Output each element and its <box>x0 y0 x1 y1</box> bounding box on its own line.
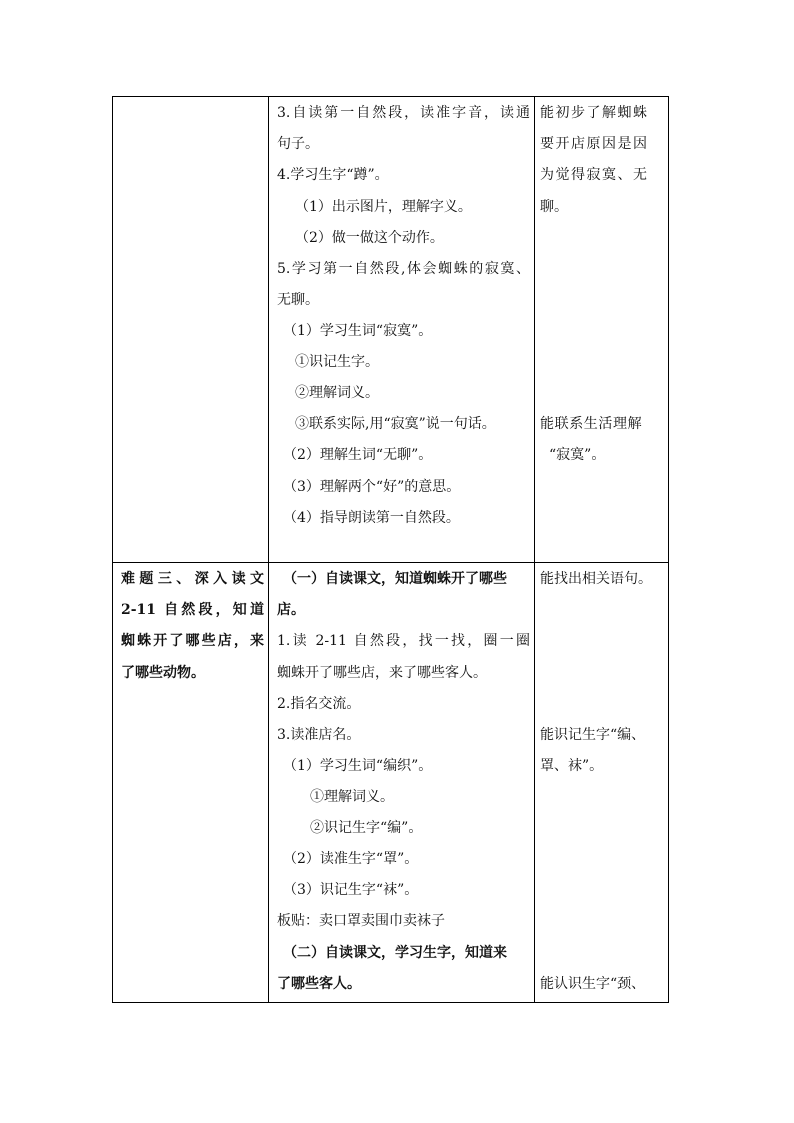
activity-line: ①识记生字。 <box>295 354 379 370</box>
goal-line: 难题三、深入读文 <box>121 571 264 587</box>
activity-line: ①理解词义。 <box>310 789 394 805</box>
activity-line: 5.学习第一自然段,体会蜘蛛的寂寞、 <box>277 261 530 277</box>
activity-line: （2）做一做这个动作。 <box>295 230 444 246</box>
goal-line: 了哪些动物。 <box>121 665 205 681</box>
activity-line: 4.学习生字“蹲”。 <box>277 167 389 183</box>
table-row <box>113 563 669 1003</box>
goal-cell <box>113 563 269 1003</box>
activity-line: （2）读准生字“罩”。 <box>283 851 419 867</box>
activity-line: （二）自读课文，学习生字，知道来 <box>283 945 507 961</box>
intent-line: 能初步了解蜘蛛 <box>540 105 649 121</box>
activity-line: 了哪些客人。 <box>277 976 361 992</box>
activity-line: 无聊。 <box>277 292 319 308</box>
activity-line: （1）出示图片，理解字义。 <box>295 199 472 215</box>
activity-line: （1）学习生词“寂寞”。 <box>283 323 433 339</box>
activity-line: ③联系实际,用“寂寞”说一句话。 <box>295 416 496 432</box>
activity-line: 板贴：卖口罩卖围巾卖袜子 <box>277 913 445 929</box>
activity-line: 3.读准店名。 <box>277 727 361 743</box>
activity-line: （3）理解两个“好”的意思。 <box>283 479 461 495</box>
activity-line: （1）学习生词“编织”。 <box>283 758 433 774</box>
activity-line: ②理解词义。 <box>295 385 379 401</box>
goal-line: 2-11 自然段，知道 <box>121 602 264 618</box>
activity-line: ②识记生字“编”。 <box>310 820 423 836</box>
activity-line: 1.读 2-11 自然段，找一找，圈一圈 <box>277 633 530 649</box>
table-row <box>113 97 669 563</box>
intent-line: “寂寞”。 <box>549 447 606 463</box>
intent-cell <box>535 97 669 563</box>
intent-line: 能找出相关语句。 <box>540 571 652 587</box>
activity-line: （一）自读课文，知道蜘蛛开了哪些 <box>283 571 507 587</box>
lesson-plan-table <box>112 96 669 1003</box>
intent-line: 能联系生活理解 <box>540 416 643 432</box>
activity-line: 句子。 <box>277 136 319 152</box>
activity-line: 3.自读第一自然段，读准字音，读通 <box>277 105 530 121</box>
activity-line: （4）指导朗读第一自然段。 <box>283 510 460 526</box>
intent-cell <box>535 563 669 1003</box>
activity-line: 店。 <box>277 602 305 618</box>
activity-cell <box>269 563 535 1003</box>
activity-line: 2.指名交流。 <box>277 696 361 712</box>
intent-line: 罩、袜”。 <box>540 758 604 774</box>
goal-cell <box>113 97 269 563</box>
activity-line: 蜘蛛开了哪些店，来了哪些客人。 <box>277 665 487 681</box>
intent-line: 要开店原因是因 <box>540 136 649 152</box>
activity-cell <box>269 97 535 563</box>
activity-line: （2）理解生词“无聊”。 <box>283 447 433 463</box>
intent-line: 聊。 <box>540 199 568 215</box>
intent-line: 能识记生字“编、 <box>540 727 646 743</box>
goal-line: 蜘蛛开了哪些店，来 <box>121 633 264 649</box>
intent-line: 为觉得寂寞、无 <box>540 167 649 183</box>
activity-line: （3）识记生字“袜”。 <box>283 882 419 898</box>
intent-line: 能认识生字“颈、 <box>540 976 646 992</box>
